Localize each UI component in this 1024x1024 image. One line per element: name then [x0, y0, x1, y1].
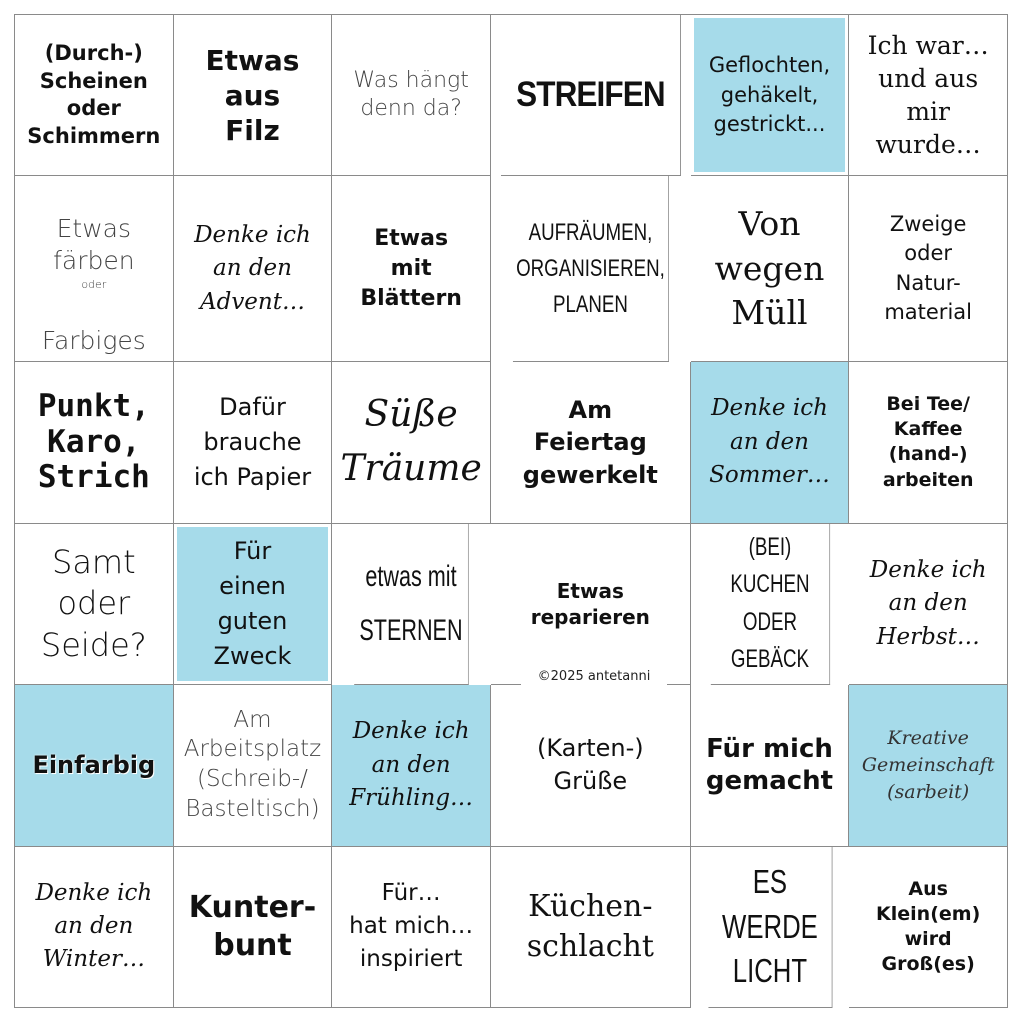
bingo-cell: (Karten-) Grüße	[491, 685, 691, 846]
bingo-cell: Geflochten, gehäkelt, gestrickt...	[691, 15, 850, 176]
bingo-cell: Ich war… und aus mir wurde…	[849, 15, 1008, 176]
bingo-cell: STREIFEN	[501, 15, 681, 176]
bingo-cell: Am Feiertag gewerkelt	[491, 362, 691, 523]
bingo-cell: Kreative Gemeinschaft (sarbeit)	[849, 685, 1008, 846]
bingo-cell-line: Farbiges	[41, 325, 146, 355]
bingo-cell: Bei Tee/ Kaffee (hand-) arbeiten	[849, 362, 1008, 523]
bingo-cell: Kunter- bunt	[174, 847, 333, 1008]
bingo-cell: Denke ich an den Sommer…	[691, 362, 850, 523]
bingo-cell: Punkt, Karo, Strich	[15, 362, 174, 523]
bingo-cell: Dafür brauche ich Papier	[174, 362, 333, 523]
bingo-cell: Etwas mit Blättern	[332, 176, 491, 362]
bingo-cell: ES WERDE LICHT	[708, 847, 832, 1008]
bingo-cell: Zweige oder Natur- material	[849, 176, 1008, 362]
bingo-cell: Samt oder Seide?	[15, 524, 174, 685]
bingo-cell: Küchen- schlacht	[491, 847, 691, 1008]
bingo-cell: Aus Klein(em) wird Groß(es)	[849, 847, 1008, 1008]
bingo-cell: Am Arbeitsplatz (Schreib-/ Basteltisch)	[174, 685, 333, 846]
bingo-cell: (Durch-) Scheinen oder Schimmern	[15, 15, 174, 176]
bingo-cell: Für… hat mich… inspiriert	[332, 847, 491, 1008]
bingo-cell: Denke ich an den Frühling…	[332, 685, 491, 846]
bingo-cell: Denke ich an den Advent…	[174, 176, 333, 362]
bingo-cell: Von wegen Müll	[691, 176, 850, 362]
bingo-cell: AUFRÄUMEN, ORGANISIEREN, PLANEN	[513, 176, 669, 362]
bingo-cell: Für mich gemacht	[691, 685, 850, 846]
bingo-cell: Einfarbig	[15, 685, 174, 846]
bingo-cell	[15, 176, 174, 362]
bingo-grid	[14, 14, 1008, 1008]
bingo-cell: (BEI) KUCHEN ODER GEBÄCK	[711, 524, 830, 685]
bingo-cell-line: oder	[81, 277, 107, 291]
bingo-cell: etwas mit STERNEN	[355, 524, 469, 685]
bingo-cell: Süße Träume	[332, 362, 491, 523]
bingo-cell: Etwas aus Filz	[174, 15, 333, 176]
bingo-cell: Etwas reparieren	[491, 524, 691, 685]
bingo-cell: Für einen guten Zweck	[174, 524, 333, 685]
bingo-cell: Denke ich an den Winter…	[15, 847, 174, 1008]
copyright-label: ©2025 antetanni	[521, 667, 667, 687]
bingo-cell-line: Etwas färben	[53, 213, 135, 276]
bingo-cell: Was hängt denn da?	[332, 15, 491, 176]
bingo-cell: Denke ich an den Herbst…	[849, 524, 1008, 685]
bingo-cell-text	[42, 180, 146, 357]
